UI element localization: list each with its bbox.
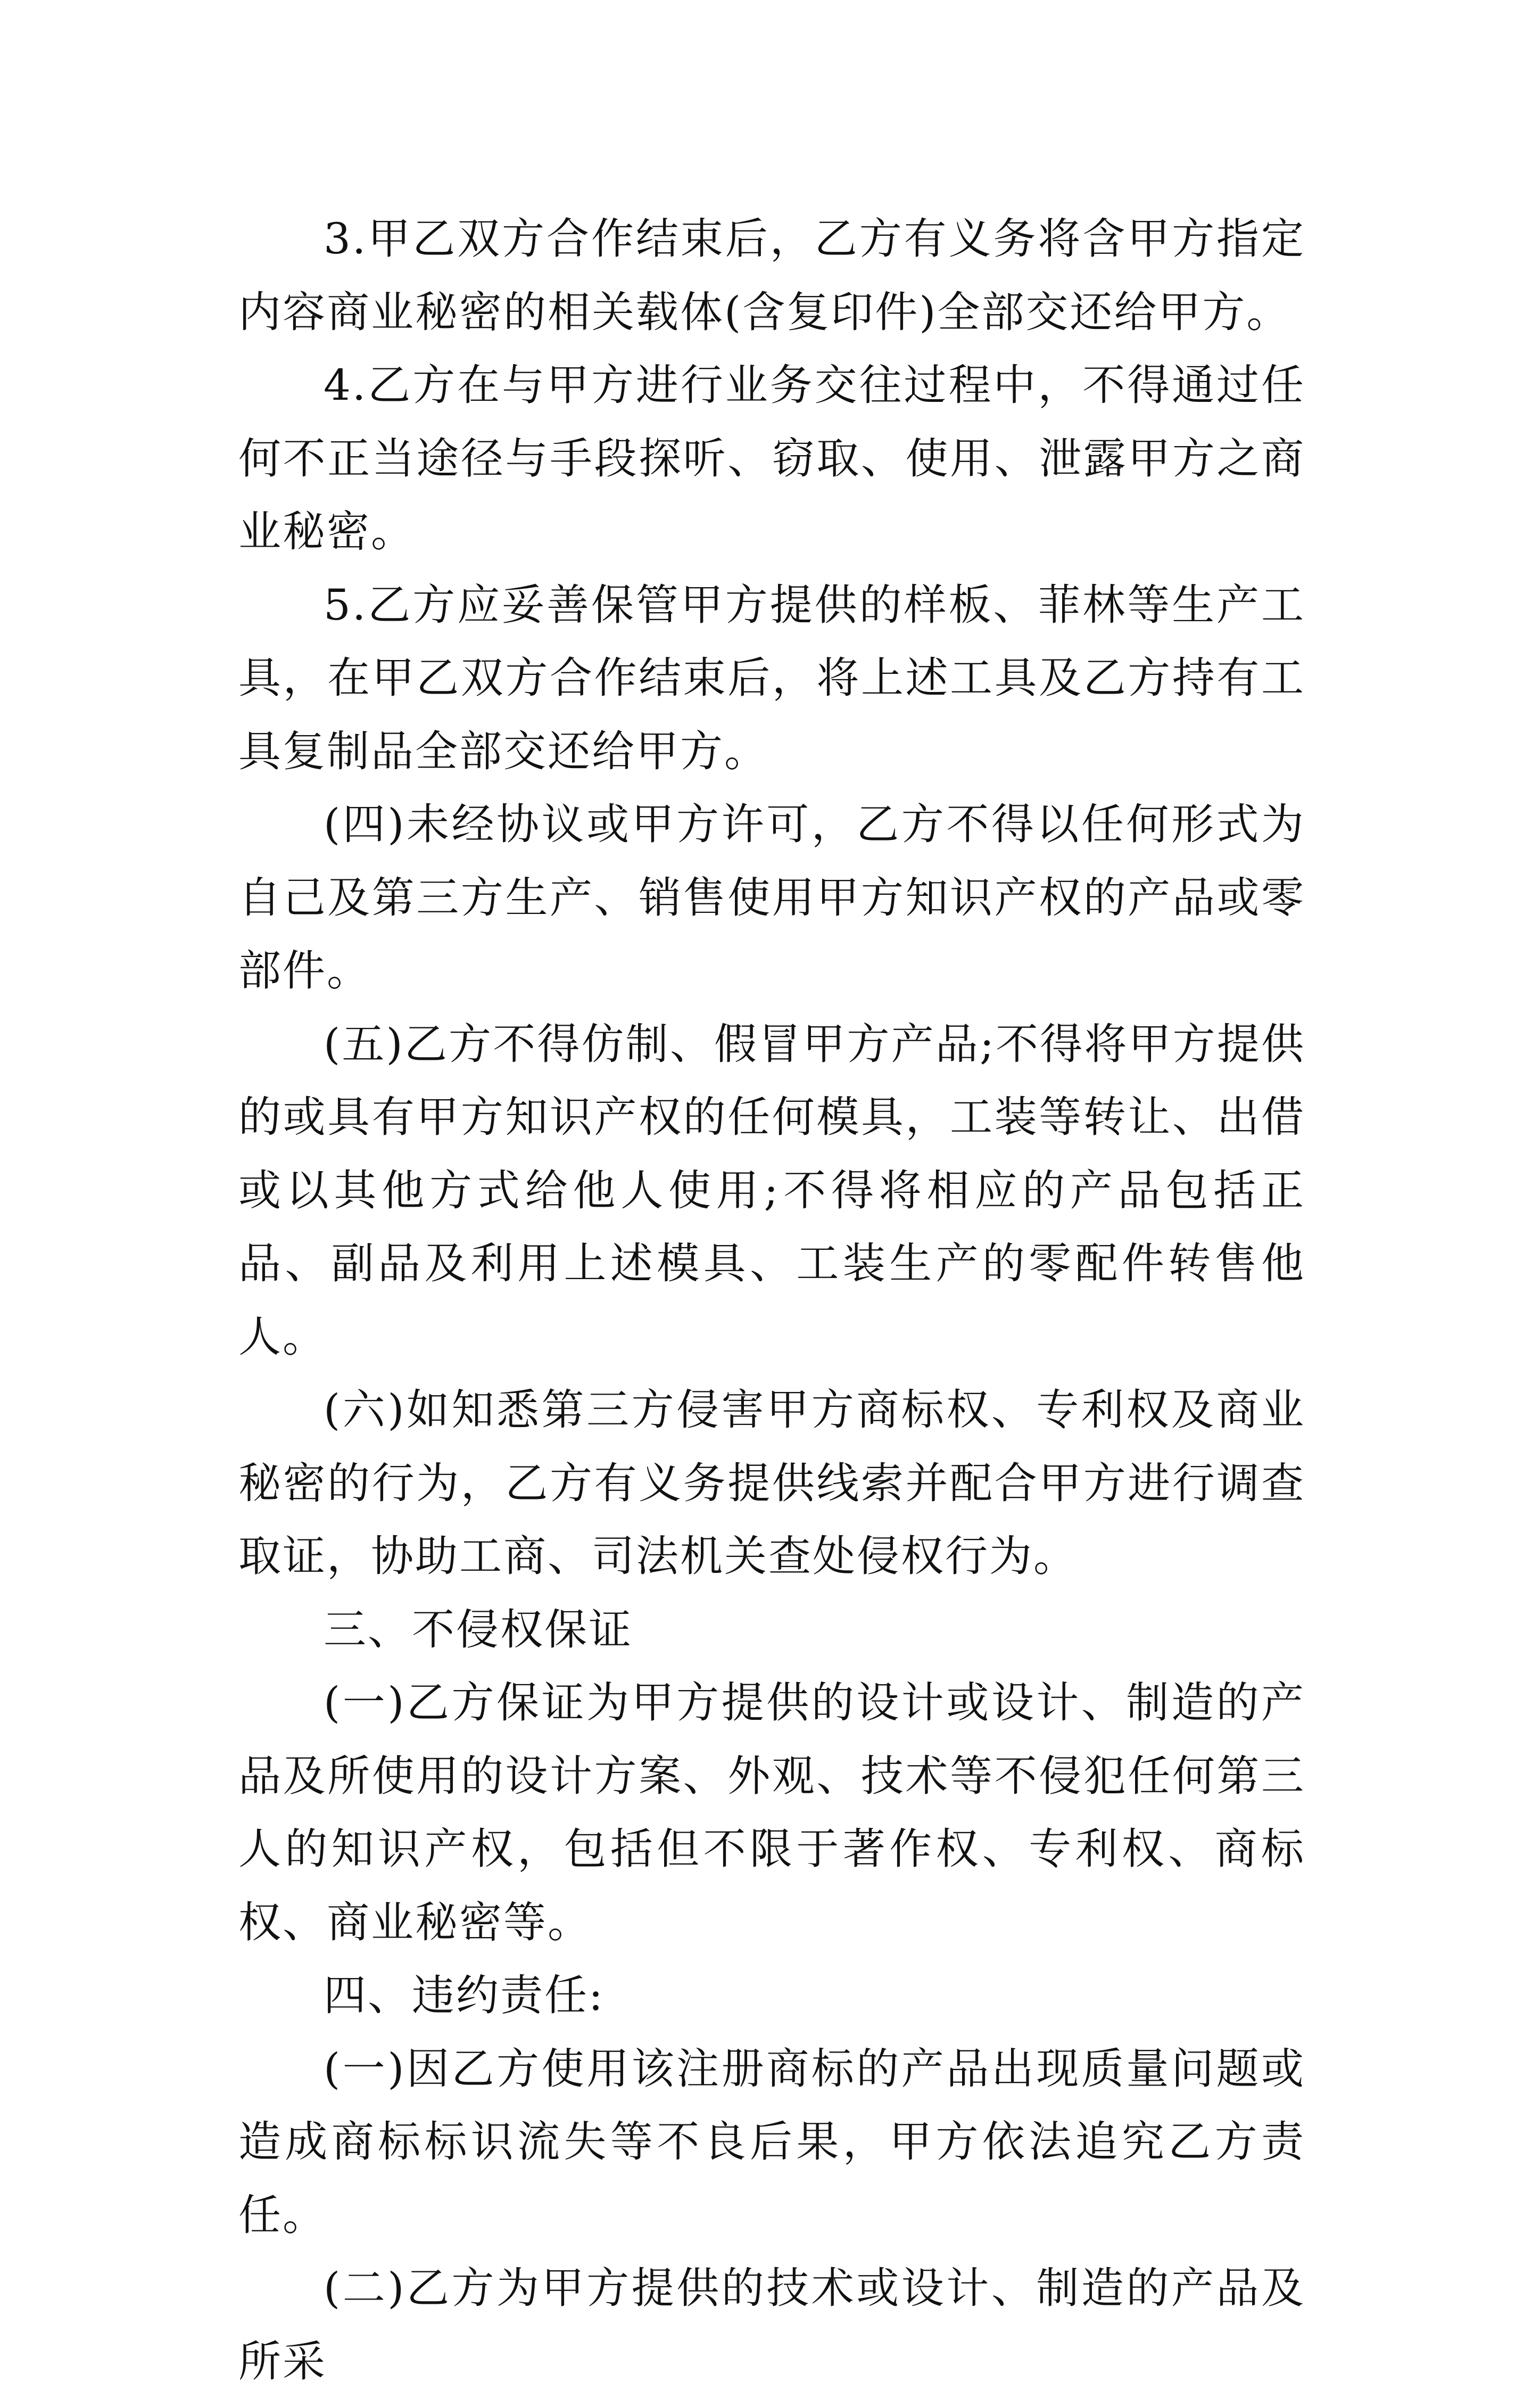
heading-liability-for-breach: 四、违约责任:	[324, 1971, 605, 2020]
document-body	[238, 202, 1305, 2398]
paragraph-liability-clause-2: (二)乙方为甲方提供的技术或设计、制造的产品及所采	[238, 2263, 1305, 2386]
paragraph-section-4-no-unauthorized-use: (四)未经协议或甲方许可，乙方不得以任何形式为自己及第三方生产、销售使用甲方知识产权的产品或零部件。	[238, 800, 1305, 995]
paragraph-clause-3-return-secrets: 3.甲乙双方合作结束后，乙方有义务将含甲方指定内容商业秘密的相关载体(含复印件)全部交还给甲方。	[238, 214, 1305, 337]
paragraph-liability-clause-1: (一)因乙方使用该注册商标的产品出现质量问题或造成商标标识流失等不良后果，甲方依法追究乙方责任。	[238, 2043, 1305, 2240]
paragraph-section-5-no-counterfeit: (五)乙方不得仿制、假冒甲方产品;不得将甲方提供的或具有甲方知识产权的任何模具，工装等转让、出借或以其他方式给他人使用;不得将相应的产品包括正品、副品及利用上述模具、工装生产的零配件转售他人。	[238, 1019, 1305, 1362]
heading-non-infringement-guarantee: 三、不侵权保证	[324, 1604, 633, 1654]
paragraph-non-infringement-clause-1: (一)乙方保证为甲方提供的设计或设计、制造的产品及所使用的设计方案、外观、技术等不侵犯任何第三人的知识产权，包括但不限于著作权、专利权、商标权、商业秘密等。	[238, 1678, 1305, 1947]
paragraph-clause-4-no-improper-means: 4.乙方在与甲方进行业务交往过程中，不得通过任何不正当途径与手段探听、窃取、使用、泄露甲方之商业秘密。	[238, 360, 1305, 556]
paragraph-section-6-report-infringement: (六)如知悉第三方侵害甲方商标权、专利权及商业秘密的行为，乙方有义务提供线索并配合甲方进行调查取证，协助工商、司法机关查处侵权行为。	[238, 1385, 1305, 1581]
paragraph-clause-5-tools-custody: 5.乙方应妥善保管甲方提供的样板、菲林等生产工具，在甲乙双方合作结束后，将上述工具及乙方持有工具复制品全部交还给甲方。	[238, 580, 1305, 776]
